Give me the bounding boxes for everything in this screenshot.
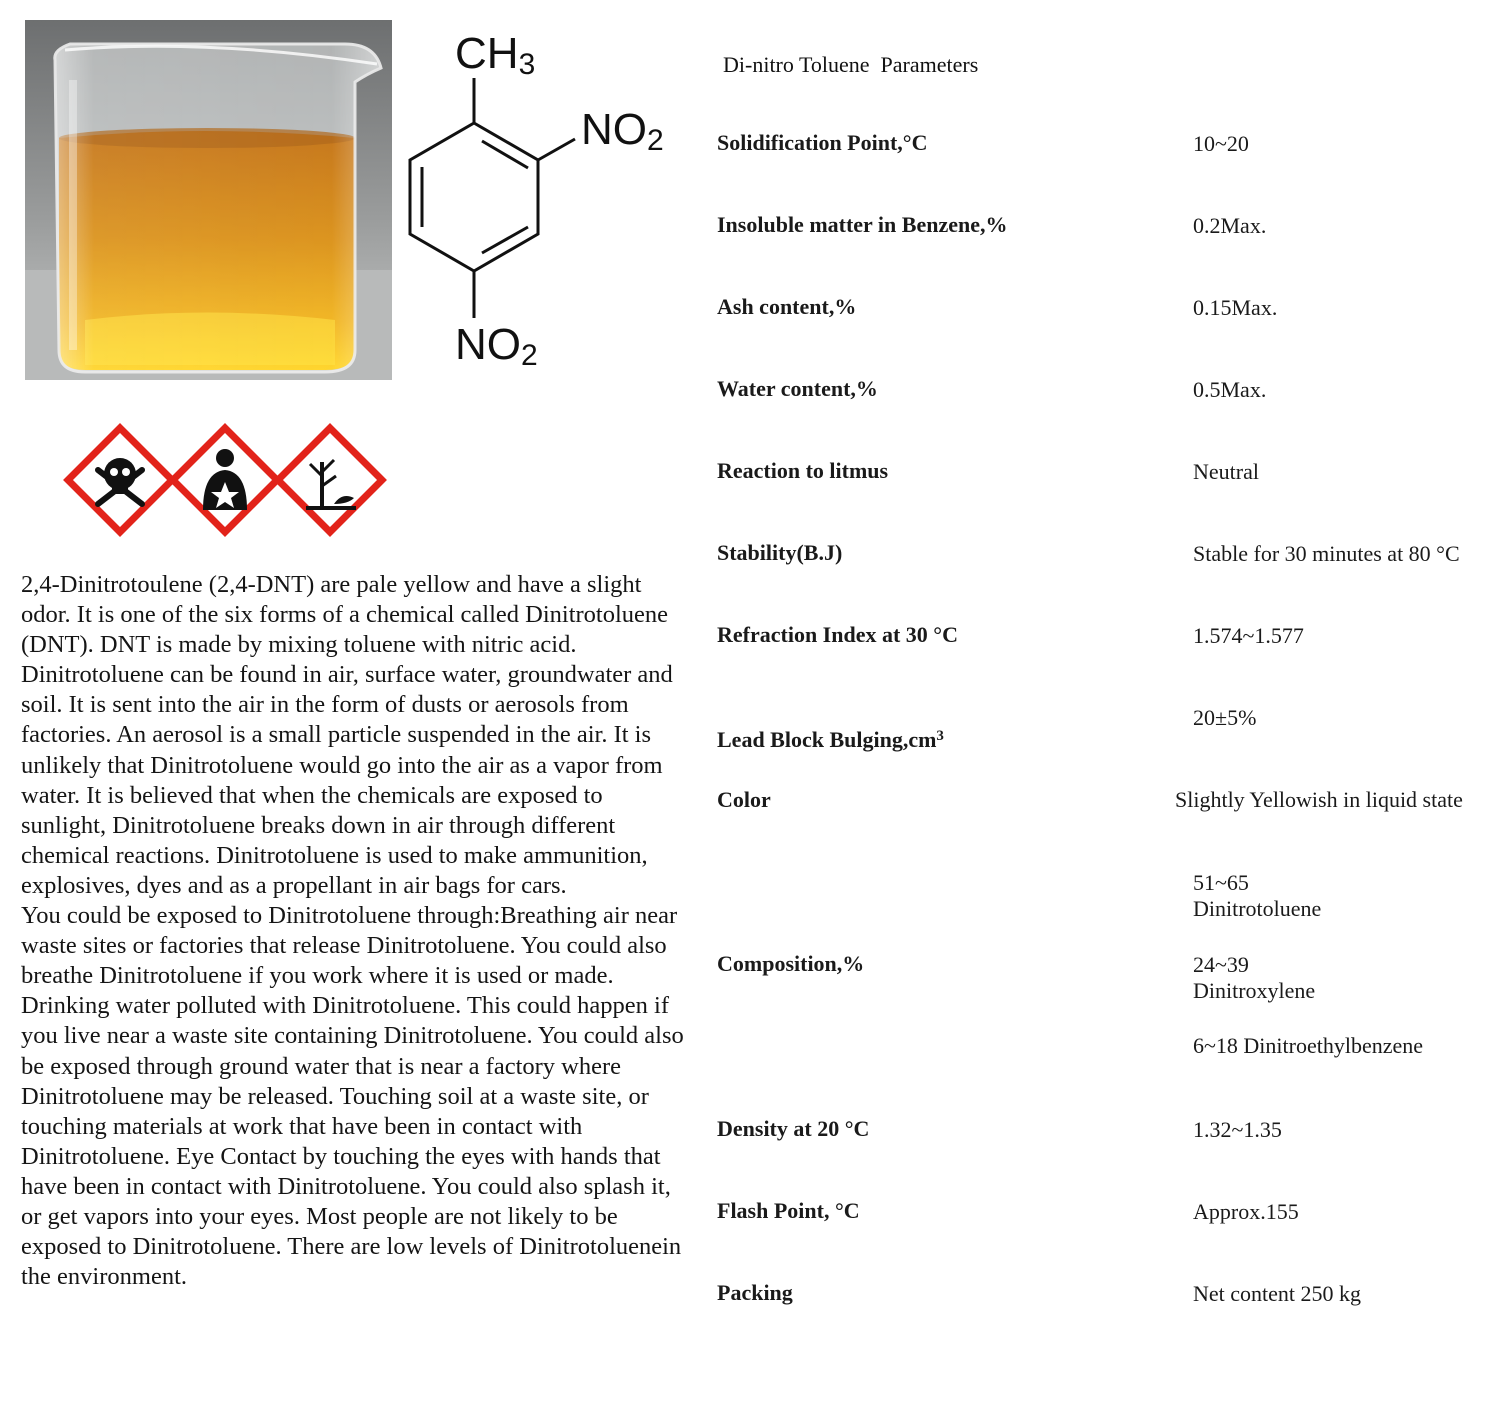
description-paragraph: You could be exposed to Dinitrotoluene through:Breathing air near waste sites or factories that release Dinitrotoluene. You could also breathe Dinitrotoluene if you work where it is used or made. Drinking water polluted with Dinitrotoluene. This could happen if you live near a waste site containing Dinitrotoluene. You could also be exposed through ground water that is near a factory where Dinitrotoluene may be released. Touching soil at a waste site, or touching materials at work that have been in contact with Dinitrotoluene. Eye Contact by touching the eyes with hands that have been in contact with Dinitrotoluene. You could also splash it, or get vapors into your eyes. Most people are not likely to be exposed to Dinitrotoluene. There are low levels of Dinitrotoluenein the environment. (21, 902, 684, 1291)
param-label: Lead Block $Bulging,cm^3$ (717, 727, 944, 752)
param-value: 10~20 (1193, 131, 1249, 156)
param-value: 0.15Max. (1193, 295, 1278, 320)
param-label: Composition,% (717, 951, 865, 976)
composition-name: Dinitrotoluene (1193, 896, 1322, 921)
composition-item: 6~18 Dinitroethylbenzene (1193, 1033, 1424, 1058)
param-label: Stability(B.J) (717, 540, 843, 565)
description-paragraph: Dinitrotoluene can be found in air, surface water, groundwater and soil. It is sent into the air in the form of dusts or aerosols from factories. An aerosol is a small particle suspended in the air. It is unlikely that Dinitrotoluene would go into the air as a vapor from water. It is believed that when the chemicals are exposed to sunlight, Dinitrotoluene breaks down in air through different chemical reactions. Dinitrotoluene is used to make ammunition, explosives, dyes and as a propellant in air bags for cars. (21, 661, 673, 899)
param-value: 0.5Max. (1193, 377, 1267, 402)
param-label: Color (717, 787, 771, 812)
param-label: Flash Point, °C (717, 1198, 860, 1223)
param-value: Neutral (1193, 459, 1259, 484)
param-value: 1.32~1.35 (1193, 1117, 1282, 1142)
description-text (21, 570, 691, 1292)
param-value: Stable for 30 minutes at 80 °C (1193, 541, 1460, 566)
param-label: Refraction Index at 30 °C (717, 622, 958, 647)
param-label: Density at 20 °C (717, 1116, 870, 1141)
param-value: Net content 250 kg (1193, 1281, 1362, 1306)
param-value: Approx.155 (1193, 1199, 1299, 1224)
param-value: 20±5% (1193, 705, 1257, 730)
nitro-group-label-ortho: $NO_2$ (581, 105, 664, 157)
benzene-ring-diagram (400, 20, 690, 390)
parameters-title: Di-nitro Toluene Parameters (723, 52, 979, 77)
beaker-photo (25, 20, 392, 380)
composition-name: Dinitroxylene (1193, 978, 1316, 1003)
methyl-group-label: $CH_3$ (455, 29, 536, 81)
param-label: Water content,% (717, 376, 878, 401)
hazard-pictograms (60, 420, 390, 540)
environment-hazard-icon (278, 428, 382, 532)
health-hazard-icon (173, 428, 277, 532)
param-label: Insoluble matter in Benzene,% (717, 212, 1008, 237)
param-label: Ash content,% (717, 294, 857, 319)
param-label: Reaction to litmus (717, 458, 889, 483)
param-value: 0.2Max. (1193, 213, 1267, 238)
nitro-group-label-para: $NO_2$ (455, 320, 538, 372)
description-paragraph: 2,4-Dinitrotoulene (2,4-DNT) are pale yellow and have a slight odor. It is one of the six forms of a chemical called Dinitrotoluene (DNT). DNT is made by mixing toluene with nitric acid. (21, 571, 669, 659)
param-value: 1.574~1.577 (1193, 623, 1304, 648)
param-label: Solidification Point,°C (717, 130, 928, 155)
composition-range: 51~65 (1193, 870, 1249, 895)
param-label: Packing (717, 1280, 793, 1305)
composition-range: 24~39 (1193, 952, 1249, 977)
skull-crossbones-icon (68, 428, 172, 532)
chemical-structure (400, 20, 690, 390)
param-value: Slightly Yellowish in liquid state (1175, 787, 1463, 812)
